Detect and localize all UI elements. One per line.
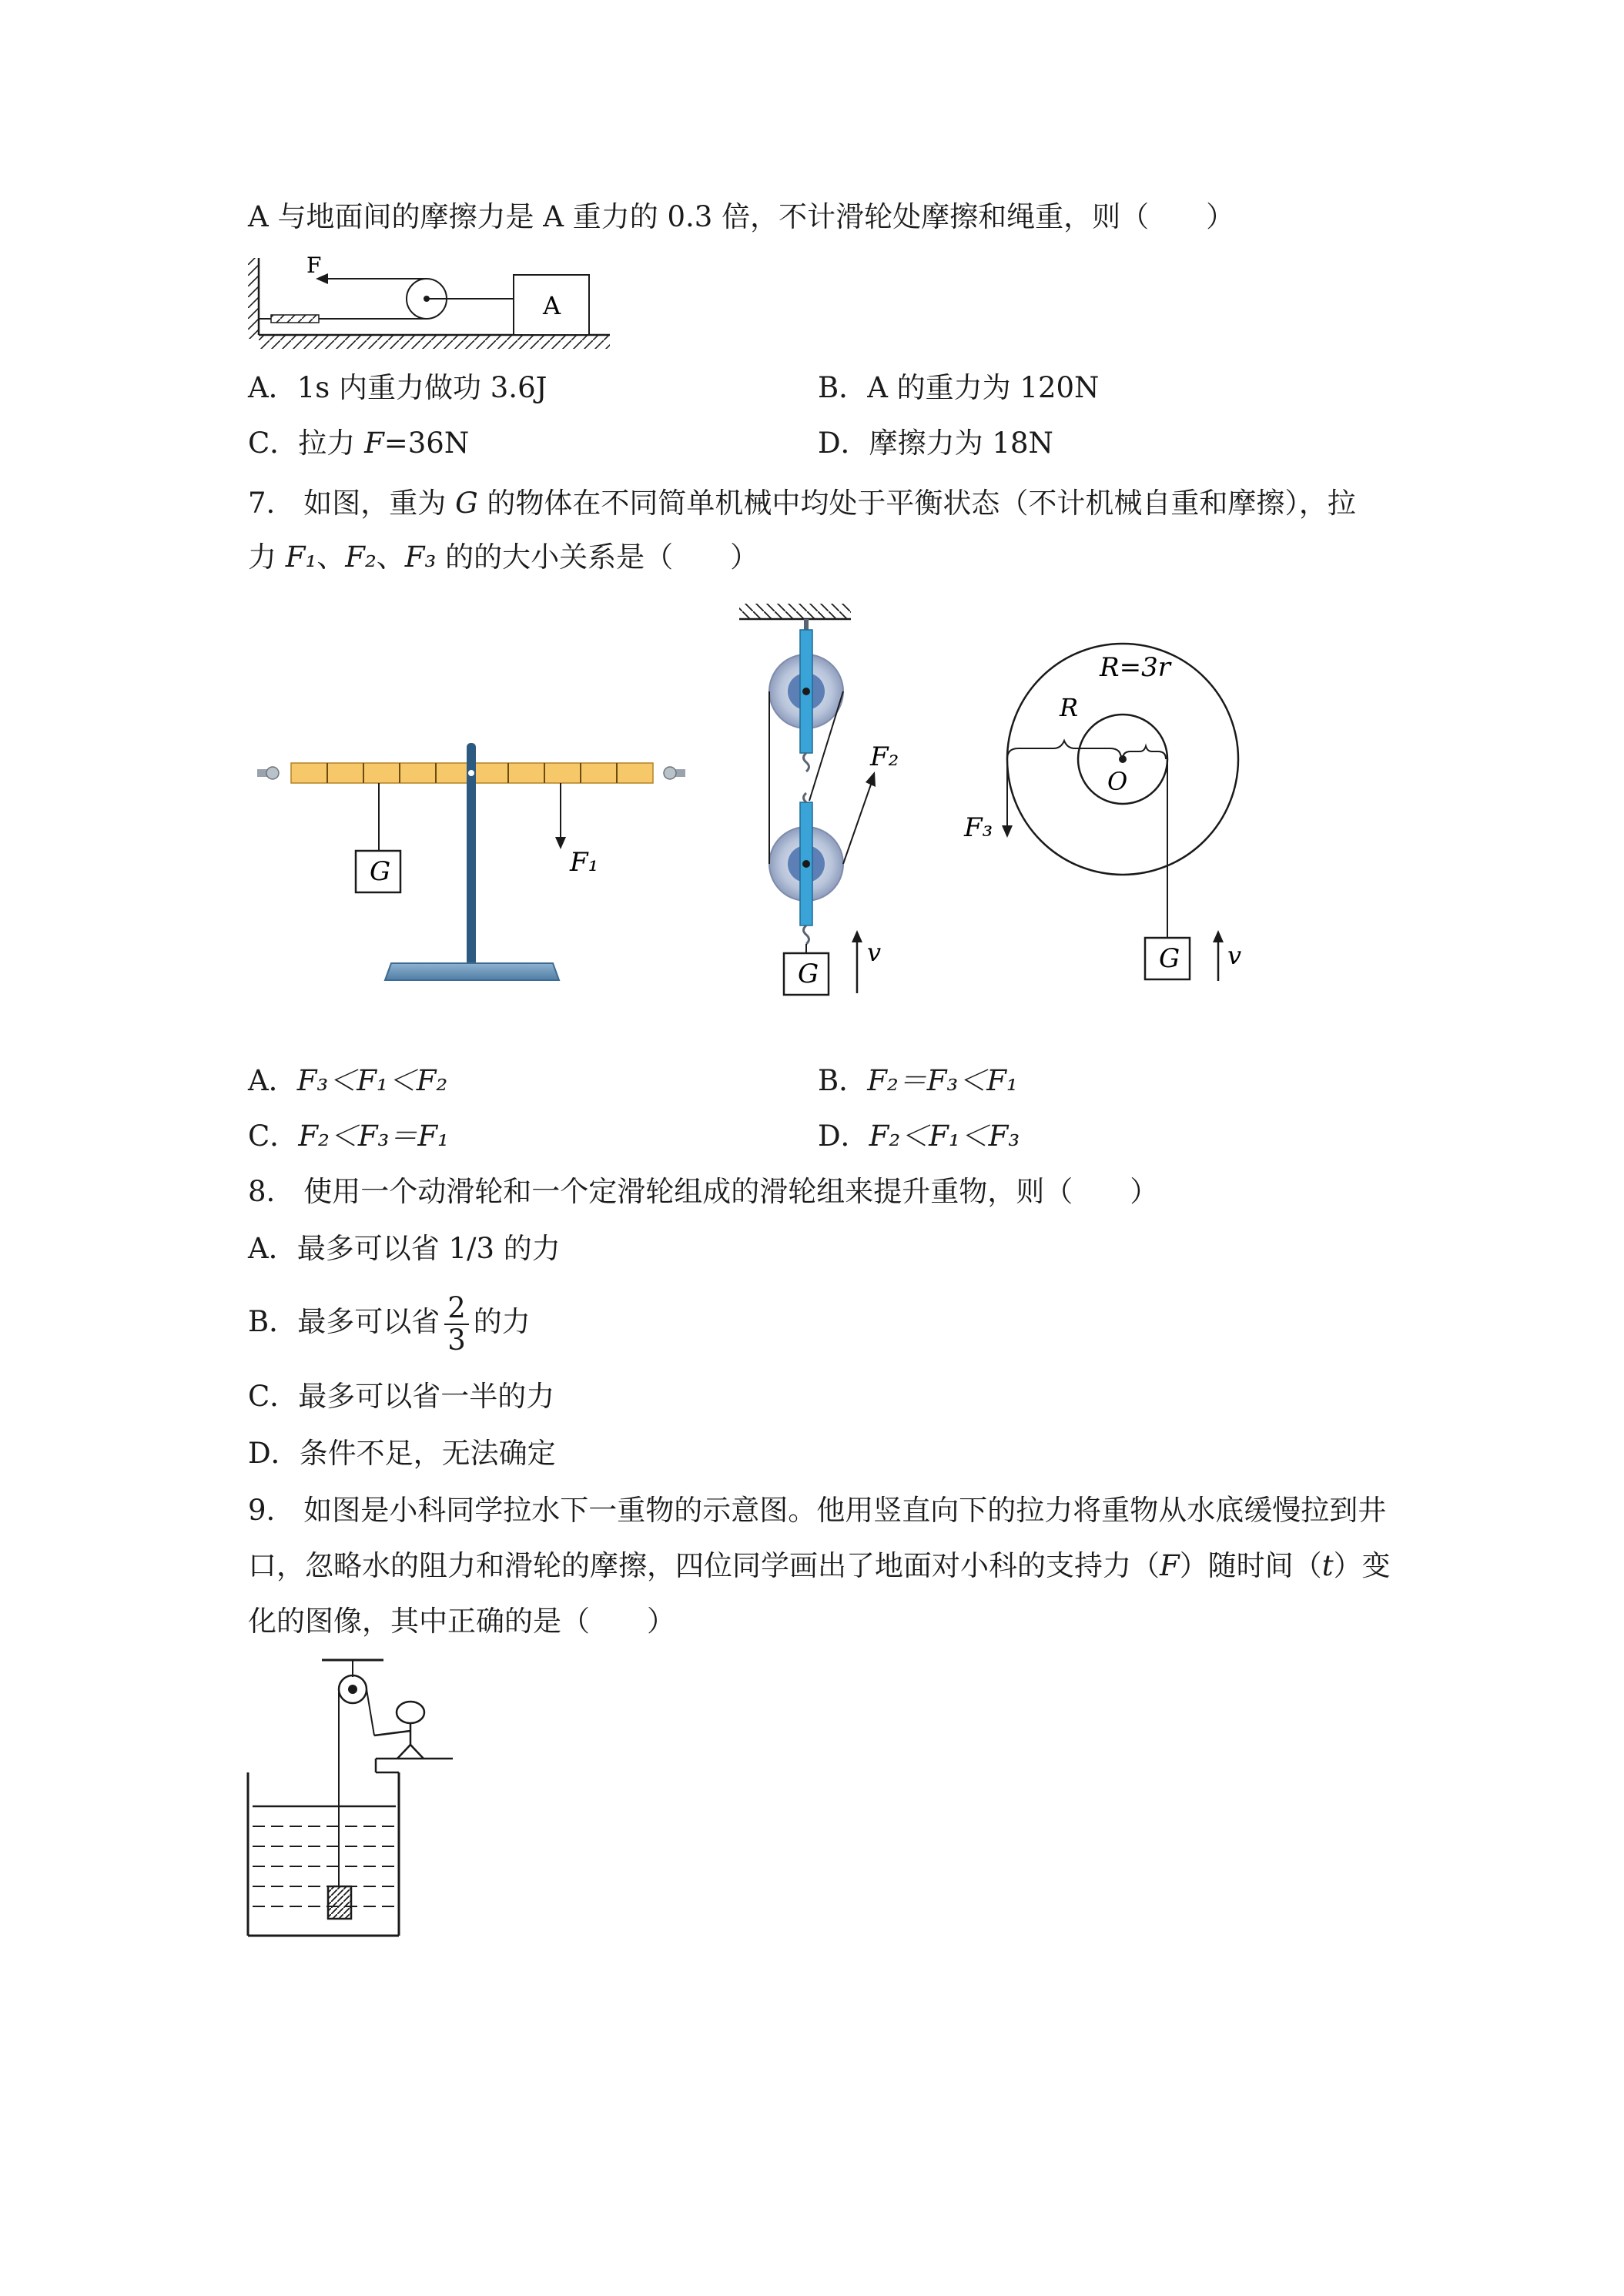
q7-pulley-figure bbox=[732, 601, 932, 1004]
wheel-velocity-label: v bbox=[1227, 941, 1242, 970]
q7-option-a[interactable]: A．F₃＜F₁＜F₂ bbox=[248, 1064, 448, 1097]
q9-stem-line1: 9. 如图是小科同学拉水下一重物的示意图。他用竖直向下的拉力将重物从水底缓慢拉到井 bbox=[248, 1494, 1387, 1527]
q6-option-c[interactable]: C．拉力 F=36N bbox=[248, 427, 470, 460]
pulley-force-label: F₂ bbox=[870, 741, 899, 772]
fraction-two-thirds: $\frac{2}{3}$ bbox=[444, 1293, 469, 1356]
q6-force-label: F bbox=[306, 254, 322, 278]
q7-option-b[interactable]: B．F₂＝F₃＜F₁ bbox=[818, 1064, 1018, 1097]
q8-stem: 8. 使用一个动滑轮和一个定滑轮组成的滑轮组来提升重物，则（ ） bbox=[248, 1175, 1159, 1208]
heavy-object bbox=[328, 1886, 351, 1919]
lever-force-label: F₁ bbox=[570, 847, 599, 878]
water bbox=[253, 1806, 396, 1906]
q7-stem-line1: 7. 如图，重为 G 的物体在不同简单机械中均处于平衡状态（不计机械自重和摩擦），拉 bbox=[248, 487, 1356, 520]
q6-option-b[interactable]: B．A 的重力为 120N bbox=[818, 371, 1100, 404]
q9-stem-line2: 口，忽略水的阻力和滑轮的摩擦，四位同学画出了地面对小科的支持力（F）随时间（t）变 bbox=[248, 1549, 1391, 1582]
person-head bbox=[397, 1702, 424, 1723]
q7-option-d[interactable]: D．F₂＜F₁＜F₃ bbox=[818, 1120, 1020, 1153]
q8-option-a[interactable]: A．最多可以省 1/3 的力 bbox=[248, 1232, 561, 1265]
wall-hatch bbox=[248, 258, 259, 339]
wheel-center-label: O bbox=[1107, 767, 1128, 796]
q7-option-c[interactable]: C．F₂＜F₃＝F₁ bbox=[248, 1120, 449, 1153]
lever-weight-label: G bbox=[370, 856, 391, 887]
q7-lever-figure bbox=[254, 735, 693, 1000]
pulley-weight-label: G bbox=[798, 959, 819, 989]
q9-well-figure bbox=[245, 1655, 460, 1943]
wheel-r-label: R bbox=[1060, 693, 1079, 722]
q7-stem-line2: 力 F₁、F₂、F₃ 的的大小关系是（ ） bbox=[248, 541, 759, 574]
q6-option-a[interactable]: A．1s 内重力做功 3.6J bbox=[248, 371, 547, 404]
q6-stem: A 与地面间的摩擦力是 A 重力的 0.3 倍，不计滑轮处摩擦和绳重，则（ ） bbox=[248, 200, 1235, 233]
wheel-force-label: F₃ bbox=[964, 812, 993, 843]
q6-figure bbox=[248, 254, 610, 357]
q9-stem-line3: 化的图像，其中正确的是（ ） bbox=[248, 1605, 675, 1638]
wheel-relation-label: R=3r bbox=[1100, 652, 1170, 683]
spring-scale bbox=[271, 315, 319, 323]
wheel-weight-label: G bbox=[1159, 943, 1180, 974]
q8-option-c[interactable]: C．最多可以省一半的力 bbox=[248, 1380, 555, 1413]
ground-hatch bbox=[259, 335, 610, 349]
q6-option-d[interactable]: D．摩擦力为 18N bbox=[818, 427, 1053, 460]
q6-block-label: A bbox=[543, 291, 561, 320]
pulley-velocity-label: v bbox=[867, 938, 882, 967]
q8-option-b[interactable]: B．最多可以省 $\frac{2}{3}$ 的力 bbox=[248, 1290, 531, 1357]
q8-option-d[interactable]: D．条件不足，无法确定 bbox=[248, 1437, 556, 1470]
lever-base bbox=[385, 963, 559, 980]
q7-wheel-figure bbox=[955, 639, 1278, 996]
